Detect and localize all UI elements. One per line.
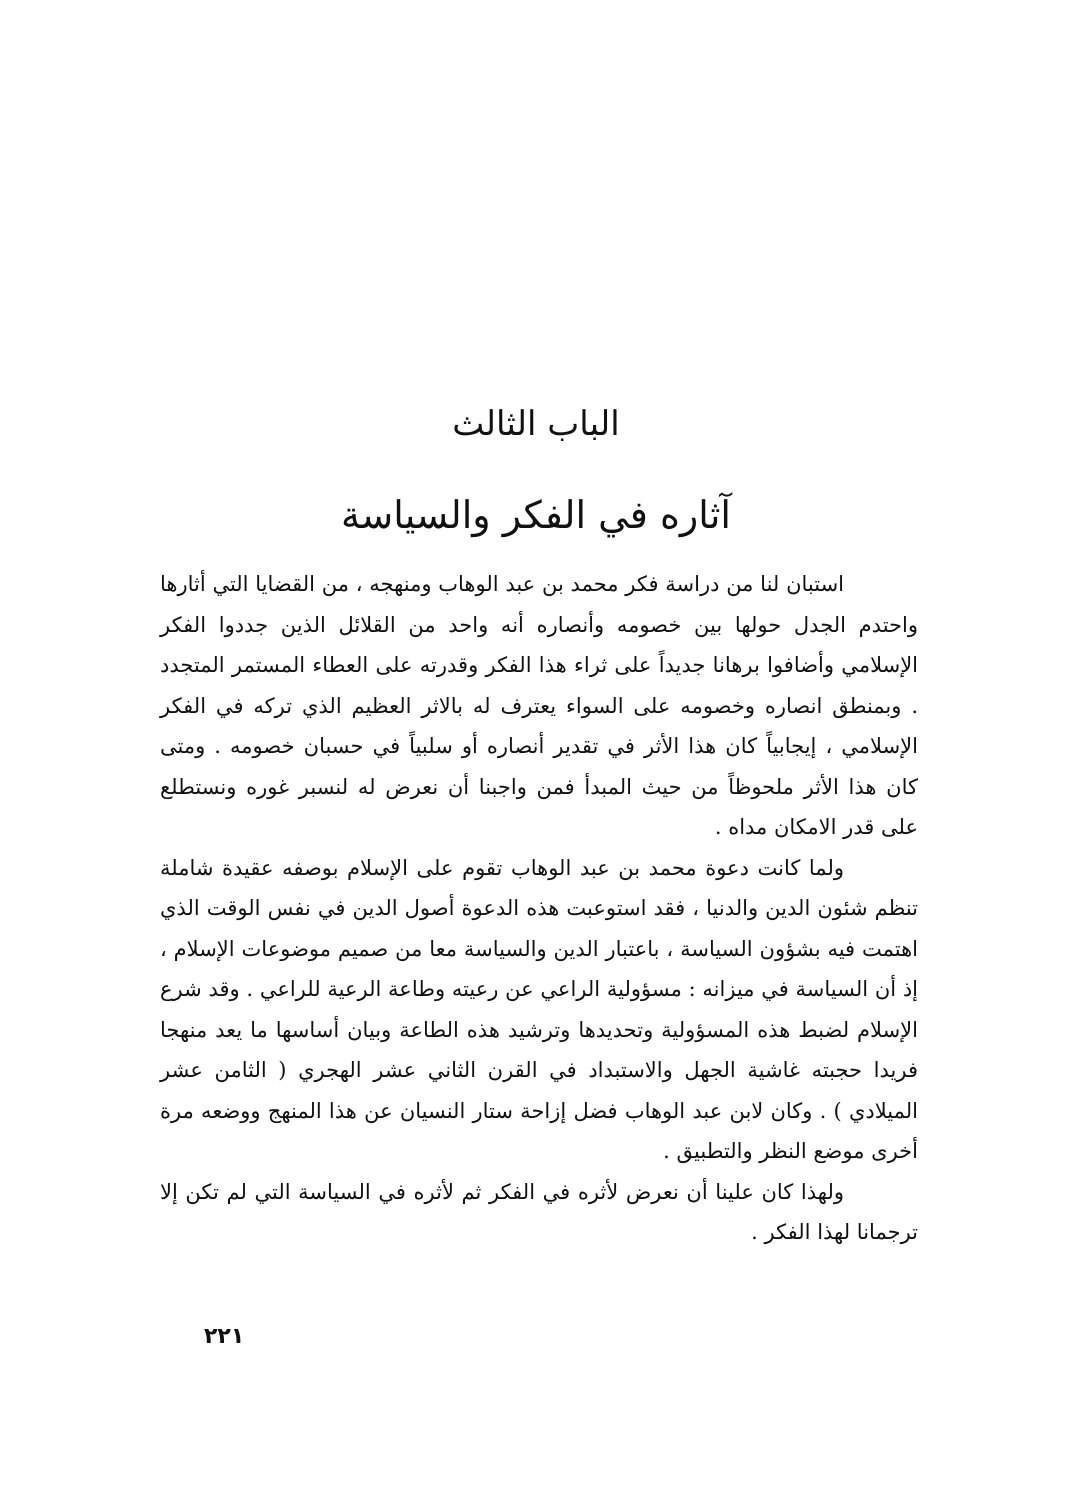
chapter-title: آثاره في الفكر والسياسة	[340, 493, 731, 537]
paragraph: ولما كانت دعوة محمد بن عبد الوهاب تقوم على الإسلام بوصفه عقيدة شاملة تنظم شئون الدين والدنيا ، فقد استوعبت هذه الدعوة أصول الدين في نفس الوقت الذي اهتمت فيه بشؤون السياسة ، باعتبار الدين والسياسة معا من صميم موضوعات الإسلام ، إذ أن السياسة في ميزانه : مسؤولية الراعي عن رعيته وطاعة الرعية للراعي . وقد شرع الإسلام لضبط هذه المسؤولية وتحديدها وترشيد هذه الطاعة وبيان أساسها ما يعد منهجا فريدا حجبته غاشية الجهل والاستبداد في القرن الثاني عشر الهجري ( الثامن عشر الميلادي ) . وكان لابن عبد الوهاب فضل إزاحة ستار النسيان عن هذا المنهج ووضعه مرة أخرى موضع النظر والتطبيق .	[160, 855, 918, 1163]
paragraph: استبان لنا من دراسة فكر محمد بن عبد الوهاب ومنهجه ، من القضايا التي أثارها واحتدم الجدل حولها بين خصومه وأنصاره أنه واحد من القلائل الذين جددوا الفكر الإسلامي وأضافوا برهانا جديداً على ثراء هذا الفكر وقدرته على العطاء المستمر المتجدد . وبمنطق انصاره وخصومه على السواء يعترف له بالاثر العظيم الذي تركه في الفكر الإسلامي ، إيجابياً كان هذا الأثر في تقدير أنصاره أو سلبياً في حسبان خصومه . ومتى كان هذا الأثر ملحوظاً من حيث المبدأ فمن واجبنا أن نعرض له لنسبر غوره ونستطلع على قدر الامكان مداه .	[160, 572, 918, 839]
body-text	[160, 564, 918, 1253]
page-number: ٢٢١	[204, 1324, 245, 1349]
part-title: الباب الثالث	[452, 404, 620, 444]
paragraph: ولهذا كان علينا أن نعرض لأثره في الفكر ثم لأثره في السياسة التي لم تكن إلا ترجمانا لهذا الفكر .	[160, 1179, 918, 1244]
